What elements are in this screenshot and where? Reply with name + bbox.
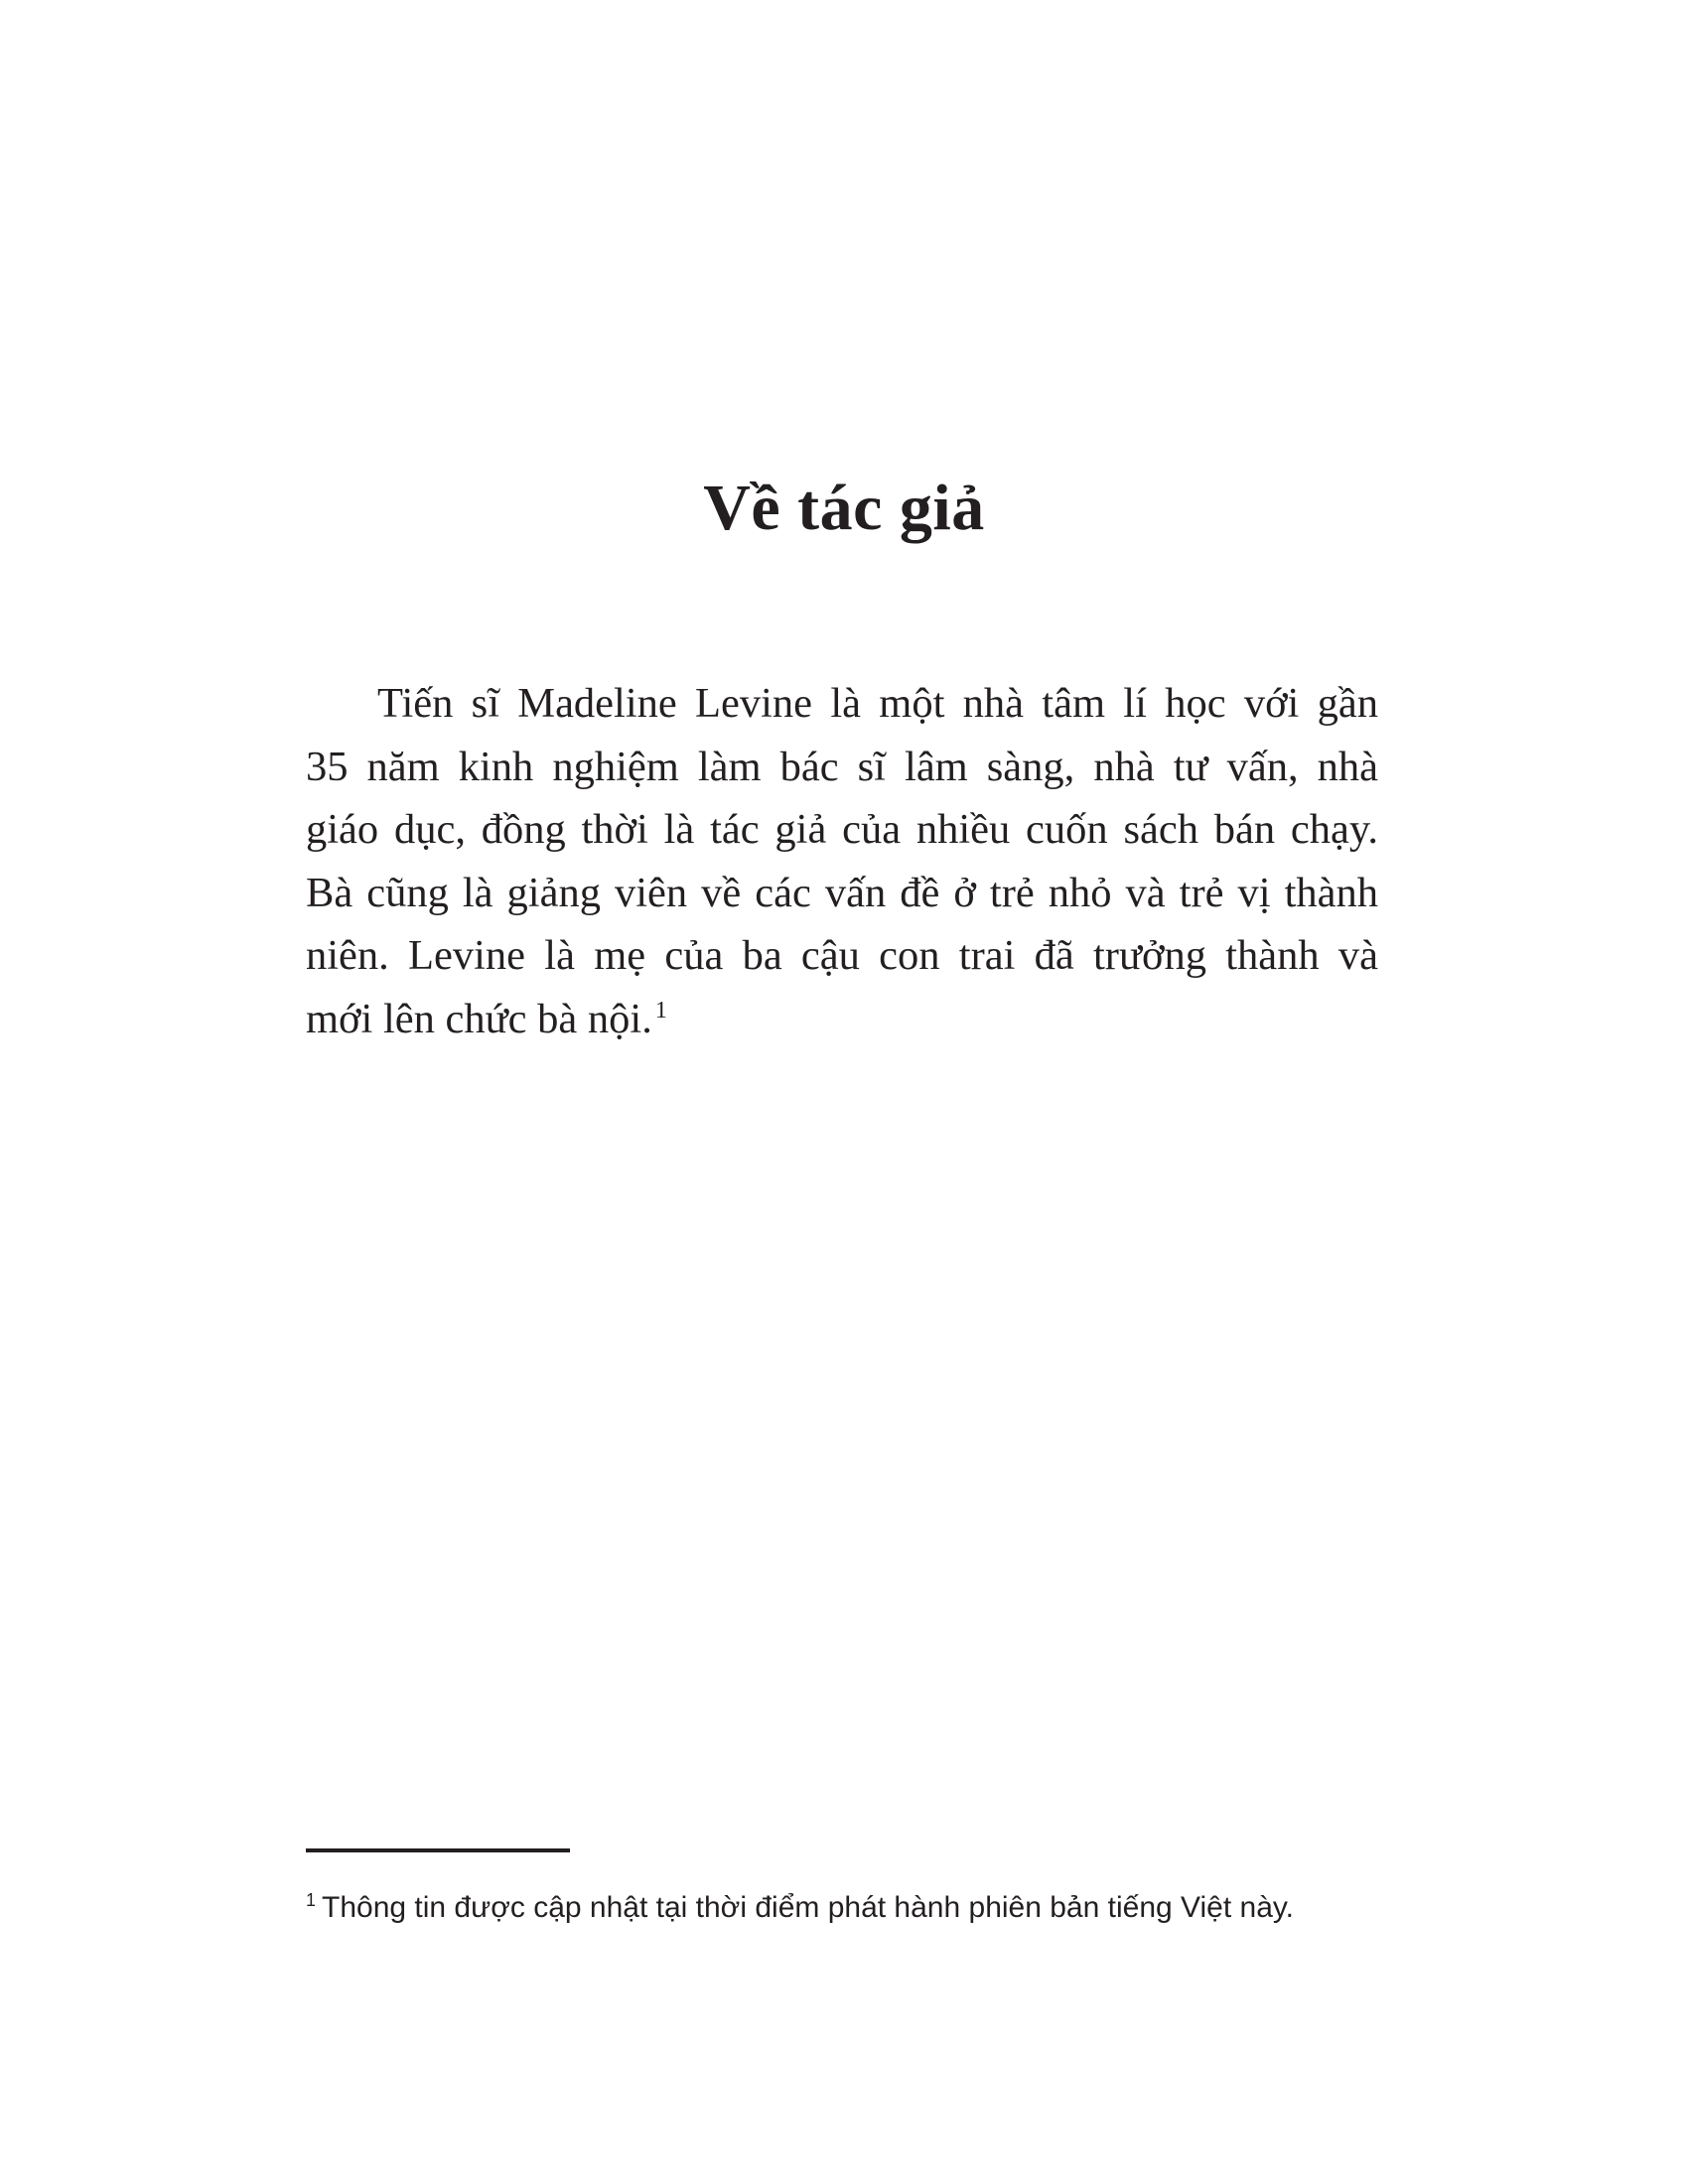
bio-line: giáo dục, đồng thời là tác giả của nhiều cuốn sách bán chạy. [306,806,1378,854]
bio-line-text: mới lên chức bà nội. [306,995,652,1042]
footnote-reference[interactable]: 1 [654,997,667,1024]
bio-line-last [306,988,1378,1051]
bio-line: Tiến sĩ Madeline Levine là một nhà tâm lí học với gần [377,680,1378,727]
footnote-text: Thông tin được cập nhật tại thời điểm phát hành phiên bản tiếng Việt này. [322,1891,1294,1924]
page-title: Về tác giả [703,472,985,544]
footnote-marker: 1 [306,1890,317,1910]
footnote-divider [306,1848,570,1852]
bio-line: niên. Levine là mẹ của ba cậu con trai đã trưởng thành và [306,932,1378,980]
footnote [306,1886,1497,1930]
bio-line: Bà cũng là giảng viên về các vấn đề ở trẻ nhỏ và trẻ vị thành [306,869,1378,916]
bio-line: 35 năm kinh nghiệm làm bác sĩ lâm sàng, nhà tư vấn, nhà [306,743,1378,790]
author-bio-paragraph [306,672,1378,1051]
